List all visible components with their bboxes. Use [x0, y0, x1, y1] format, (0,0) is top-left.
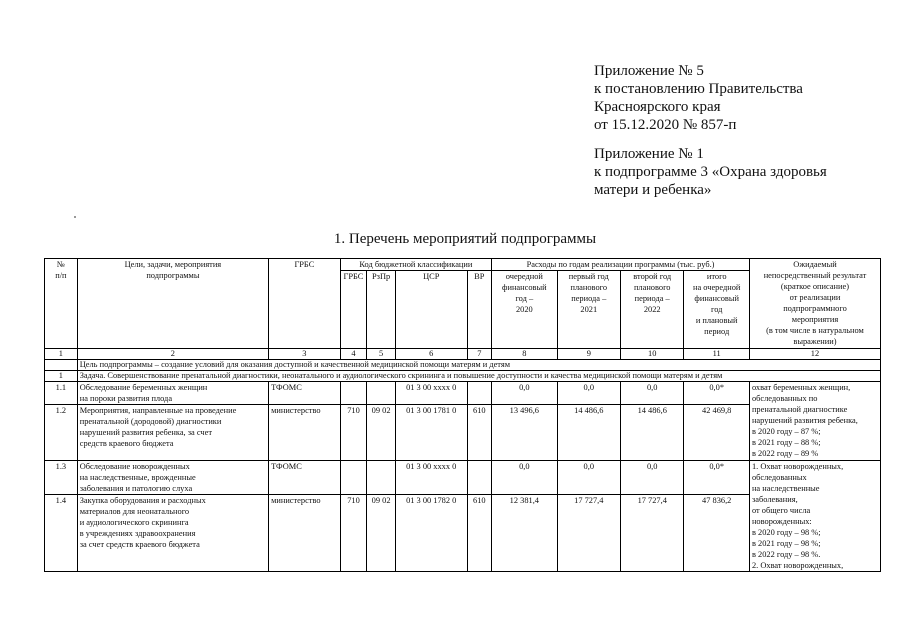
row-rzpr — [367, 382, 396, 405]
header-row — [45, 259, 881, 271]
row-2022: 17 727,4 — [621, 495, 684, 572]
col-goals-header: Цели, задачи, мероприятия подпрограммы — [77, 259, 268, 349]
row-no: 1.2 — [45, 405, 78, 461]
appendix-line: к подпрограмме 3 «Охрана здоровья — [594, 164, 827, 180]
kbk-vr-header: ВР — [467, 271, 492, 349]
row-name: Обследование беременных женщин на пороки развития плода — [77, 382, 268, 405]
appendix-header — [594, 62, 803, 134]
appendix-line: матери и ребенка» — [594, 182, 712, 198]
column-number: 6 — [395, 349, 467, 360]
column-number: 11 — [684, 349, 750, 360]
row-2021: 17 727,4 — [557, 495, 620, 572]
row-vr: 610 — [467, 495, 492, 572]
col-grbs-header: ГРБС — [269, 259, 341, 349]
row-csr: 01 3 00 1782 0 — [395, 495, 467, 572]
row-csr: 01 3 00 xxxx 0 — [395, 382, 467, 405]
column-number: 9 — [557, 349, 620, 360]
column-number: 4 — [340, 349, 367, 360]
exp-2021-header: первый год планового периода – 2021 — [557, 271, 620, 349]
task-no: 1 — [45, 371, 78, 382]
column-number: 3 — [269, 349, 341, 360]
row-kbk-grbs: 710 — [340, 405, 367, 461]
kbk-rzpr-header: РзПр — [367, 271, 396, 349]
row-name: Мероприятия, направленные на проведение пренатальной (дородовой) диагностики нарушений развития ребенка, за счет средств краевого бюджета — [77, 405, 268, 461]
exp-2020-header: очередной финансовый год – 2020 — [492, 271, 557, 349]
row-no: 1.3 — [45, 461, 78, 495]
appendix-line: Приложение № 5 — [594, 63, 704, 79]
exp-total-header: итого на очередной финансовый год и плановый период — [684, 271, 750, 349]
measures-table — [44, 258, 881, 572]
row-grbs: министерство — [269, 405, 341, 461]
row-no: 1.4 — [45, 495, 78, 572]
row-grbs: ТФОМС — [269, 461, 341, 495]
document-title: 1. Перечень мероприятий подпрограммы — [333, 231, 597, 247]
task-text: Задача. Совершенствование пренатальной диагностики, неонатального и аудиологического скрининга и повышение доступности и качества медицинской помощи матерям и детям — [77, 371, 880, 382]
row-2020: 0,0 — [492, 382, 557, 405]
col-no-header: № п/п — [45, 259, 78, 349]
row-no: 1.1 — [45, 382, 78, 405]
row-2022: 14 486,6 — [621, 405, 684, 461]
row-rzpr: 09 02 — [367, 495, 396, 572]
kbk-grbs-header: ГРБС — [340, 271, 367, 349]
row-result: 1. Охват новорожденных, обследованных на наследственные заболевания, от общего числа новорожденных: в 2020 году – 98 %; в 2021 году – 98 %; в 2022 году – 98 %. 2. Охват новорожденных, — [749, 461, 880, 572]
column-number-row — [45, 349, 881, 360]
column-number: 2 — [77, 349, 268, 360]
row-csr: 01 3 00 1781 0 — [395, 405, 467, 461]
row-vr: 610 — [467, 405, 492, 461]
column-number: 12 — [749, 349, 880, 360]
row-total: 42 469,8 — [684, 405, 750, 461]
row-2022: 0,0 — [621, 461, 684, 495]
row-2022: 0,0 — [621, 382, 684, 405]
row-vr — [467, 461, 492, 495]
appendix-line: от 15.12.2020 № 857-п — [594, 117, 737, 133]
row-csr: 01 3 00 xxxx 0 — [395, 461, 467, 495]
exp-2022-header: второй год планового периода – 2022 — [621, 271, 684, 349]
goal-row — [45, 360, 881, 371]
row-name: Обследование новорожденных на наследственные, врожденные заболевания и патологию слуха — [77, 461, 268, 495]
row-2021: 0,0 — [557, 461, 620, 495]
row-name: Закупка оборудования и расходных материалов для неонатального и аудиологического скрининга в учреждениях здравоохранения за счет средств краевого бюджета — [77, 495, 268, 572]
scan-speck — [74, 216, 76, 218]
row-kbk-grbs: 710 — [340, 495, 367, 572]
row-2021: 14 486,6 — [557, 405, 620, 461]
row-2020: 13 496,6 — [492, 405, 557, 461]
row-kbk-grbs — [340, 382, 367, 405]
task-row — [45, 371, 881, 382]
row-result: охват беременных женщин, обследованных по пренатальной диагностике нарушений развития ребенка, в 2020 году – 87 %; в 2021 году – 88 %; в 2022 году – 89 % — [749, 382, 880, 461]
table-row — [45, 382, 881, 405]
subprogram-appendix-header — [594, 145, 827, 199]
goal-no-cell — [45, 360, 78, 371]
row-2020: 0,0 — [492, 461, 557, 495]
col-expenses-header: Расходы по годам реализации программы (тыс. руб.) — [492, 259, 750, 271]
column-number: 5 — [367, 349, 396, 360]
appendix-line: Красноярского края — [594, 99, 721, 115]
row-grbs: ТФОМС — [269, 382, 341, 405]
col-result-header: Ожидаемый непосредственный результат (краткое описание) от реализации подпрограммного мероприятия (в том числе в натуральном выражении) — [749, 259, 880, 349]
row-vr — [467, 382, 492, 405]
table-row — [45, 461, 881, 495]
row-total: 0,0* — [684, 382, 750, 405]
appendix-line: Приложение № 1 — [594, 146, 704, 162]
col-kbk-header: Код бюджетной классификации — [340, 259, 491, 271]
row-2020: 12 381,4 — [492, 495, 557, 572]
row-2021: 0,0 — [557, 382, 620, 405]
column-number: 1 — [45, 349, 78, 360]
column-number: 7 — [467, 349, 492, 360]
row-grbs: министерство — [269, 495, 341, 572]
row-rzpr: 09 02 — [367, 405, 396, 461]
kbk-csr-header: ЦСР — [395, 271, 467, 349]
row-kbk-grbs — [340, 461, 367, 495]
row-total: 47 836,2 — [684, 495, 750, 572]
row-total: 0,0* — [684, 461, 750, 495]
column-number: 8 — [492, 349, 557, 360]
appendix-line: к постановлению Правительства — [594, 81, 803, 97]
row-rzpr — [367, 461, 396, 495]
goal-text: Цель подпрограммы – создание условий для оказания доступной и качественной медицинской помощи матерям и детям — [77, 360, 880, 371]
column-number: 10 — [621, 349, 684, 360]
